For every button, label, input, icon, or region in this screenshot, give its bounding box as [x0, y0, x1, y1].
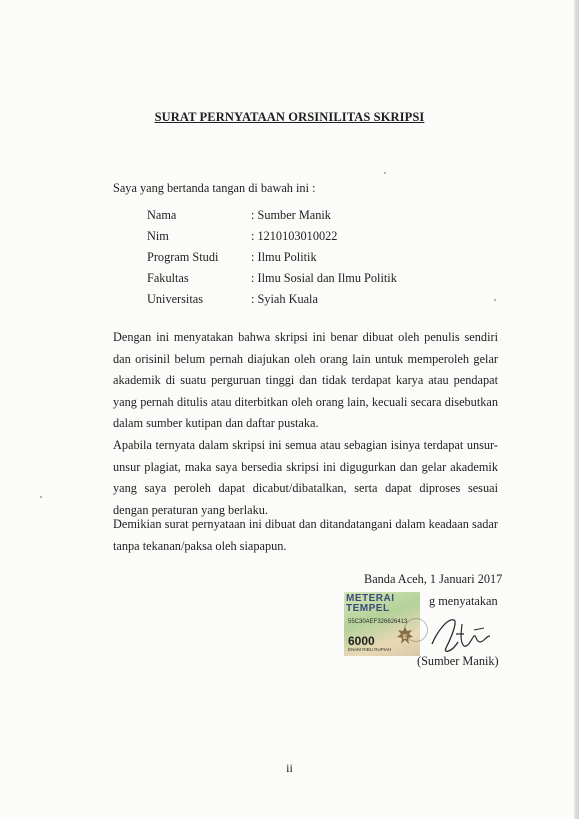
closing-paragraph: Demikian surat pernyataan ini dibuat dan ditandatangani dalam keadaan sadar tanpa tekanan/paksa oleh siapapun. [113, 517, 498, 553]
identity-label: Program Studi [147, 250, 219, 264]
identity-label: Universitas [147, 292, 204, 306]
intro-sentence: Saya yang bertanda tangan di bawah ini : [113, 181, 316, 195]
scan-speck [494, 299, 496, 301]
signer-name: (Sumber Manik) [417, 654, 499, 668]
stamp-value: 6000 [348, 634, 375, 648]
identity-label: Nama [147, 208, 177, 222]
page-number: ii [286, 761, 293, 775]
identity-row-faculty [147, 271, 397, 292]
stamp-text-line1: METERAI [346, 593, 395, 604]
identity-value: : 1210103010022 [251, 229, 338, 243]
identity-label: Fakultas [147, 271, 189, 285]
document-title: SURAT PERNYATAAN ORSINILITAS SKRIPSI [154, 110, 425, 124]
stamp-text-line2: TEMPEL [346, 603, 390, 614]
identity-row-name [147, 208, 397, 229]
stamp-serial-code: 55C30AEF326626413 [348, 619, 408, 625]
declarant-text: g menyatakan [429, 594, 498, 608]
scan-speck [384, 172, 386, 174]
identity-value: : Sumber Manik [251, 208, 331, 222]
identity-row-study-program [147, 250, 397, 271]
place-date: Banda Aceh, 1 Januari 2017 [364, 572, 503, 586]
stamp-value-words: ENAM RIBU RUPIAH [348, 647, 392, 652]
scan-speck [40, 496, 42, 498]
statement-paragraph: Dengan ini menyatakan bahwa skripsi ini benar dibuat oleh penulis sendiri dan orisinil belum pernah diajukan oleh orang lain untuk memperoleh gelar akademik di suatu perguruan tinggi dan tidak terdapat karya atau pendapat yang pernah ditulis atau diterbitkan oleh orang lain, kecuali secara disebutkan dalam sumber kutipan dan daftar pustaka. [113, 330, 498, 430]
identity-table [147, 208, 397, 313]
identity-value: : Syiah Kuala [251, 292, 318, 306]
identity-value: : Ilmu Politik [251, 250, 317, 264]
identity-row-university [147, 292, 397, 313]
liability-paragraph: Apabila ternyata dalam skripsi ini semua atau sebagian isinya terdapat unsur-unsur plagiat, maka saya bersedia skripsi ini digugurkan dan gelar akademik yang saya peroleh dapat dicabut/dibatalkan, serta dapat diproses sesuai dengan peraturan yang berlaku. [113, 438, 498, 517]
identity-label: Nim [147, 229, 169, 243]
identity-value: : Ilmu Sosial dan Ilmu Politik [251, 271, 397, 285]
identity-row-nim [147, 229, 397, 250]
